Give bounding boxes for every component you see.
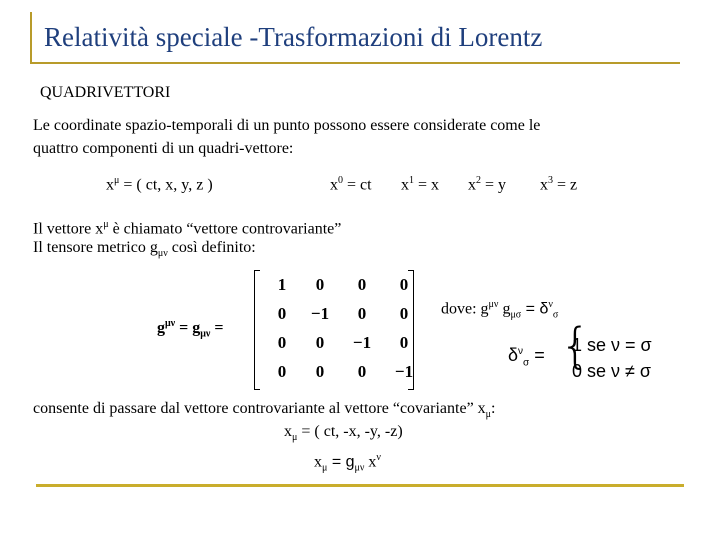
delta-upper-index: ν: [518, 346, 524, 357]
text-part: Il vettore x: [33, 220, 104, 238]
component-x2: [468, 175, 506, 194]
component-index: 1: [409, 175, 414, 186]
matrix-cell: 1: [277, 275, 287, 294]
lowering-base: x: [314, 453, 322, 471]
component-base: x: [330, 176, 338, 194]
metric-upper-index: μν: [165, 318, 176, 329]
dove-label: dove: g: [441, 300, 489, 318]
upper-index: μν: [488, 299, 499, 310]
intro-line-2: quattro componenti di un quadri-vettore:: [33, 140, 294, 157]
intro-line-1: Le coordinate spazio-temporali di un punto possono essere considerate come le: [33, 117, 541, 134]
component-value: = x: [414, 176, 440, 194]
matrix-cell: −1: [310, 304, 330, 323]
metric-equals: = g: [175, 319, 201, 337]
covariant-index: μ: [292, 432, 298, 444]
section-heading: QUADRIVETTORI: [40, 84, 171, 101]
matrix-cell: −1: [352, 333, 372, 352]
covariant-text: [33, 397, 496, 426]
component-base: x: [401, 176, 409, 194]
lowering-x: x: [364, 453, 377, 471]
title-underline: [30, 62, 680, 64]
matrix-cell: 0: [357, 304, 367, 323]
four-vector-definition: [106, 175, 213, 194]
text-part: così definito:: [167, 239, 256, 256]
equals-delta: = δ: [521, 300, 549, 318]
matrix-cell: 0: [315, 275, 325, 294]
metric-symbol: g: [498, 300, 511, 318]
lowering-metric-index: μν: [354, 462, 365, 474]
metric-tensor-text: [33, 236, 256, 265]
matrix-cell: −1: [394, 362, 414, 381]
metric-equals-tail: =: [210, 319, 224, 337]
component-base: x: [540, 176, 548, 194]
lowering-lower-index: μ: [322, 462, 328, 474]
component-x0: [330, 175, 372, 194]
matrix-cell: 0: [277, 362, 287, 381]
matrix-cell: 0: [315, 362, 325, 381]
index-lowering-equation: [314, 452, 381, 474]
delta-upper-index: ν: [548, 299, 553, 310]
lowering-equals: = g: [327, 453, 355, 471]
four-vector-components: = ( ct, x, y, z ): [119, 176, 213, 194]
kronecker-case-equal: 1 se ν = σ: [572, 335, 652, 355]
bottom-rule: [36, 484, 684, 487]
component-base: x: [468, 176, 476, 194]
index-munu: μν: [157, 248, 168, 260]
component-value: = z: [553, 176, 578, 194]
component-x3: [540, 175, 577, 194]
four-vector-base: x: [106, 176, 114, 194]
covariant-vector-definition: [284, 423, 403, 443]
text-part: consente di passare dal vettore controvariante al vettore “covariante” x: [33, 400, 486, 417]
component-x1: [401, 175, 439, 194]
component-index: 2: [476, 175, 481, 186]
delta-lower-index: σ: [523, 357, 530, 369]
text-part: Il tensore metrico g: [33, 239, 158, 256]
text-part: :: [491, 400, 496, 417]
index-mu: μ: [485, 409, 492, 421]
matrix-cell: 0: [357, 362, 367, 381]
index-mu: μ: [103, 219, 109, 230]
four-vector-index: μ: [114, 175, 120, 186]
matrix-cell: 0: [357, 275, 367, 294]
lower-index: μσ: [510, 309, 522, 321]
covariant-components: = ( ct, -x, -y, -z): [297, 423, 403, 440]
delta-equals: =: [529, 345, 545, 365]
covariant-base: x: [284, 423, 292, 440]
matrix-cell: 0: [277, 333, 287, 352]
lowering-upper-index: ν: [376, 452, 381, 463]
metric-symbol: g: [157, 319, 165, 337]
metric-equation-lhs: [157, 318, 224, 340]
cases-brace: {: [560, 318, 591, 374]
matrix-cell: 0: [399, 304, 409, 323]
matrix-left-bracket: [254, 270, 260, 390]
matrix-cell: 0: [315, 333, 325, 352]
component-value: = ct: [343, 176, 372, 194]
slide-title: Relatività speciale -Trasformazioni di Lorentz: [44, 22, 543, 52]
kronecker-case-not-equal: 0 se ν ≠ σ: [572, 361, 652, 381]
component-index: 3: [548, 175, 553, 186]
matrix-cell: 0: [277, 304, 287, 323]
matrix-cell: 0: [399, 333, 409, 352]
contraction-relation: [441, 299, 558, 321]
matrix-entries: [264, 270, 424, 386]
delta-lower-index: σ: [552, 309, 559, 321]
component-value: = y: [481, 176, 507, 194]
component-index: 0: [338, 175, 343, 186]
text-part: è chiamato “vettore controvariante”: [108, 220, 342, 238]
matrix-cell: 0: [399, 275, 409, 294]
metric-matrix: [254, 270, 414, 390]
delta-symbol: δ: [508, 345, 519, 365]
title-left-rule: [30, 12, 32, 64]
kronecker-lhs: [508, 345, 545, 369]
metric-lower-index: μν: [200, 328, 211, 340]
